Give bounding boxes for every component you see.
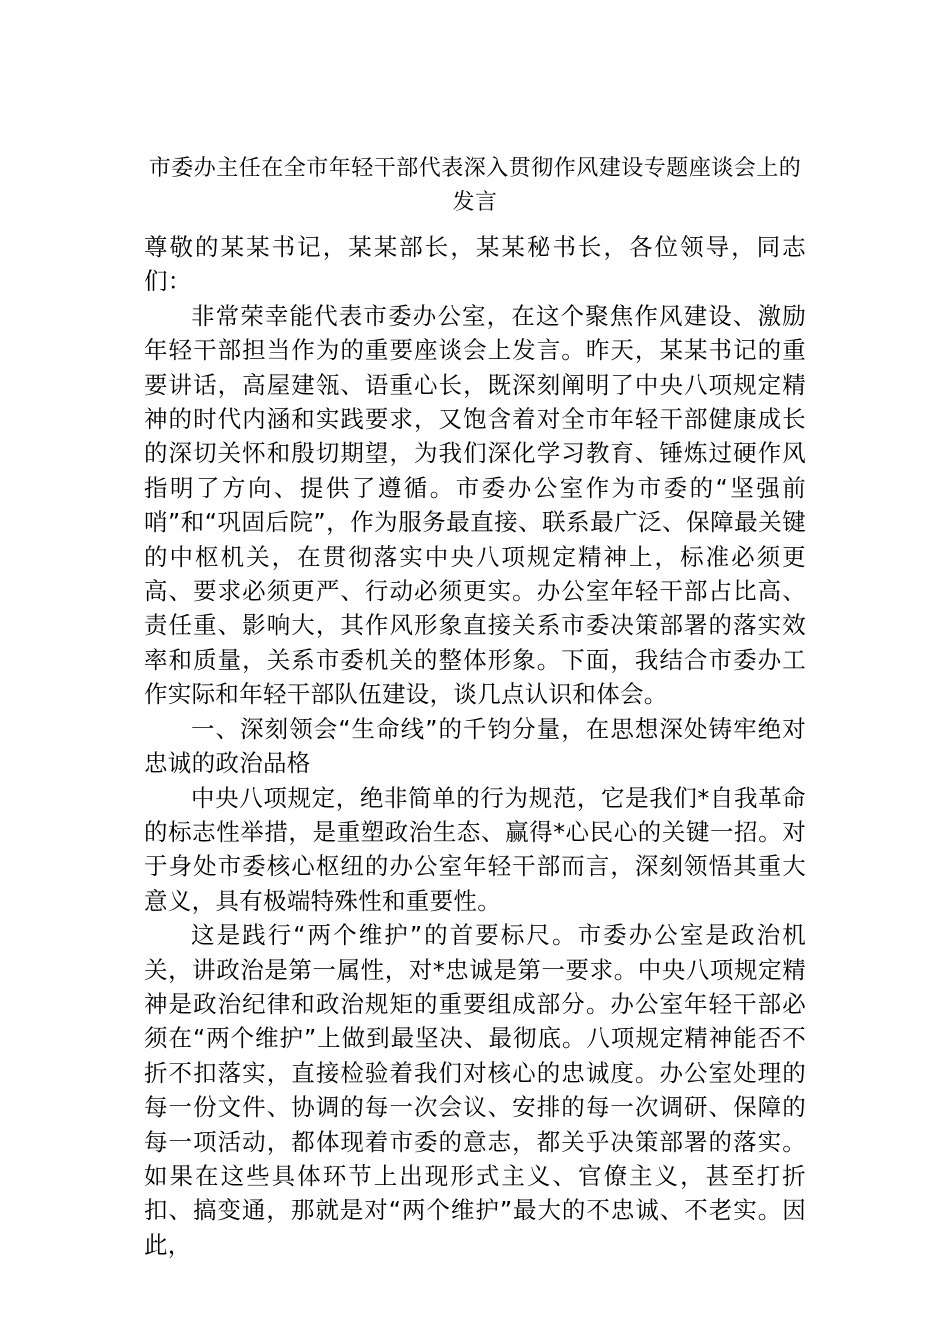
paragraph-intro: 非常荣幸能代表市委办公室，在这个聚焦作风建设、激励年轻干部担当作为的重要座谈会上发言。昨天，某某书记的重要讲话，高屋建瓴、语重心长，既深刻阐明了中央八项规定精神的时代内涵和实践要求，又饱含着对全市年轻干部健康成长的深切关怀和殷切期望，为我们深化学习教育、锤炼过硬作风指明了方向、提供了遵循。市委办公室作为市委的“坚强前哨”和“巩固后院”，作为服务最直接、联系最广泛、保障最关键的中枢机关，在贯彻落实中央八项规定精神上，标准必须更高、要求必须更严、行动必须更实。办公室年轻干部占比高、责任重、影响大，其作风形象直接关系市委决策部署的落实效率和质量，关系市委机关的整体形象。下面，我结合市委办工作实际和年轻干部队伍建设，谈几点认识和体会。 — [144, 301, 806, 709]
salutation: 尊敬的某某书记，某某部长，某某秘书长，各位领导，同志们： — [144, 233, 806, 296]
section-heading-1: 一、深刻领会“生命线”的千钧分量，在思想深处铸牢绝对忠诚的政治品格 — [144, 714, 806, 778]
document-body — [144, 230, 806, 1262]
paragraph-section-1: 中央八项规定，绝非简单的行为规范，它是我们*自我革命的标志性举措，是重塑政治生态、赢得*心民心的关键一招。对于身处市委核心枢纽的办公室年轻干部而言，深刻领悟其重大意义，具有极端特殊性和重要性。 — [144, 783, 806, 915]
paragraph-two-safeguards: 这是践行“两个维护”的首要标尺。市委办公室是政治机关，讲政治是第一属性，对*忠诚是第一要求。中央八项规定精神是政治纪律和政治规矩的重要组成部分。办公室年轻干部必须在“两个维护”上做到最坚决、最彻底。八项规定精神能否不折不扣落实，直接检验着我们对核心的忠诚度。办公室处理的每一份文件、协调的每一次会议、安排的每一次调研、保障的每一项活动，都体现着市委的意志，都关乎决策部署的落实。如果在这些具体环节上出现形式主义、官僚主义，甚至打折扣、搞变通，那就是对“两个维护”最大的不忠诚、不老实。因此， — [144, 921, 806, 1259]
document-title: 市委办主任在全市年轻干部代表深入贯彻作风建设专题座谈会上的发言 — [148, 156, 802, 215]
